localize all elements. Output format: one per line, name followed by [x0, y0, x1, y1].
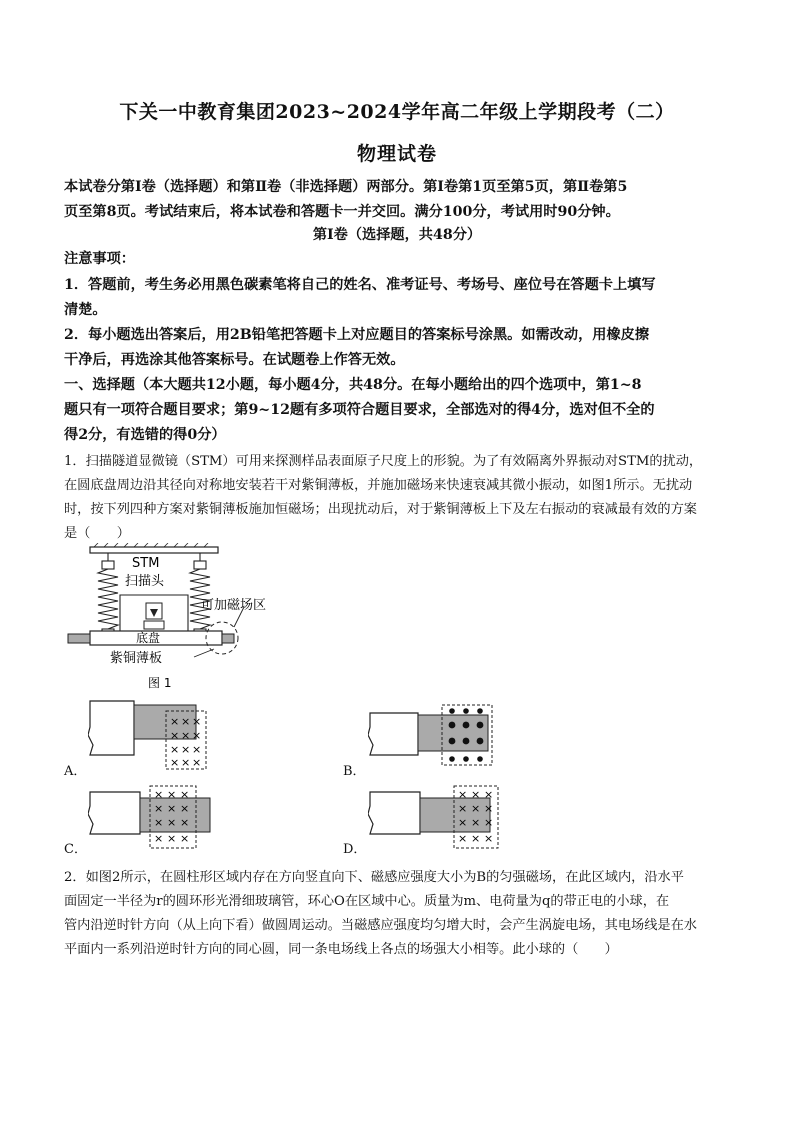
svg-text:×: ×: [181, 743, 191, 756]
base-block: [88, 792, 140, 834]
scan-head-label: 扫描头: [125, 574, 165, 589]
option-a-label[interactable]: A．: [64, 764, 87, 779]
section1-line1: 一、选择题（本大题共12小题，每小题4分，共48分。在每小题给出的四个选项中，第1~8: [64, 377, 642, 393]
q1-line3: 时，按下列四种方案对紫铜薄板施加恒磁场；出现扰动后，对于紫铜薄板上下及左右振动的衰减最有效的方案: [64, 502, 697, 517]
svg-text:×: ×: [484, 816, 494, 829]
svg-text:×: ×: [471, 832, 481, 845]
field-region-label: 可加磁场区: [201, 598, 267, 613]
intro-line-1: 本试卷分第Ⅰ卷（选择题）和第Ⅱ卷（非选择题）两部分。第Ⅰ卷第1页至第5页，第Ⅱ卷第5: [64, 179, 628, 195]
svg-text:×: ×: [471, 802, 481, 815]
section1-line2: 题只有一项符合题目要求；第9~12题有多项符合题目要求，全部选对的得4分，选对但不全的: [64, 402, 655, 418]
svg-text:×: ×: [170, 729, 180, 742]
svg-text:×: ×: [154, 816, 164, 829]
svg-text:×: ×: [484, 832, 494, 845]
notes-heading: 注意事项：: [64, 251, 135, 267]
notes-item1-line1: 1．答题前，考生务必用黑色碳素笔将自己的姓名、准考证号、考场号、座位号在答题卡上填写: [64, 277, 656, 293]
sample-block: [144, 621, 164, 629]
notes-item1-line2: 清楚。: [64, 302, 107, 318]
intro-line-2: 页至第8页。考试结束后，将本试卷和答题卡一并交回。满分100分，考试用时90分钟。: [64, 204, 620, 220]
svg-text:×: ×: [167, 832, 177, 845]
ceiling: [90, 547, 218, 553]
copper-plate: [418, 715, 488, 751]
option-b-label[interactable]: B．: [343, 764, 366, 779]
svg-text:×: ×: [471, 816, 481, 829]
svg-text:×: ×: [192, 756, 202, 769]
svg-text:×: ×: [181, 729, 191, 742]
svg-text:×: ×: [180, 802, 190, 815]
base-block: [368, 792, 420, 834]
left-spring: [98, 553, 118, 635]
svg-text:×: ×: [458, 788, 468, 801]
figure-1-caption: 图 1: [148, 676, 172, 690]
svg-text:×: ×: [170, 756, 180, 769]
notes-item2-line2: 干净后，再选涂其他答案标号。在试题卷上作答无效。: [64, 352, 405, 368]
svg-text:×: ×: [458, 802, 468, 815]
svg-text:×: ×: [167, 816, 177, 829]
svg-text:×: ×: [181, 715, 191, 728]
option-c-diagram: [88, 782, 218, 850]
q2-line2: 面固定一半径为r的圆环形光滑细玻璃管，环心O在区域中心。质量为m、电荷量为q的带正电的小球，在: [64, 894, 670, 909]
q1-line4: 是（ ）: [64, 526, 130, 541]
svg-text:×: ×: [484, 802, 494, 815]
part1-heading: 第Ⅰ卷（选择题，共48分）: [312, 227, 482, 243]
exam-title: 下关一中教育集团2023~2024学年高二年级上学期段考（二）: [119, 101, 675, 123]
base-block: [368, 713, 418, 755]
svg-text:×: ×: [180, 832, 190, 845]
svg-text:×: ×: [154, 832, 164, 845]
option-b-diagram: [368, 703, 508, 773]
option-a-diagram: [88, 697, 218, 773]
field-cross-marks: [170, 715, 201, 769]
copper-plate-right: [222, 634, 234, 643]
svg-text:×: ×: [458, 832, 468, 845]
plate-label: 紫铜薄板: [110, 651, 163, 666]
svg-text:×: ×: [471, 788, 481, 801]
svg-text:×: ×: [458, 816, 468, 829]
svg-text:×: ×: [192, 743, 202, 756]
q2-line1: 2．如图2所示，在圆柱形区域内存在方向竖直向下、磁感应强度大小为B的匀强磁场，在此区域内，沿水平: [64, 870, 684, 885]
base-block: [88, 701, 134, 755]
option-d-diagram: [368, 782, 508, 850]
figure-1-stm-diagram: [64, 543, 324, 693]
q2-line3: 管内沿逆时针方向（从上向下看）做圆周运动。当磁感应强度均匀增大时，会产生涡旋电场，其电场线是在水: [64, 918, 697, 933]
notes-item2-line1: 2．每小题选出答案后，用2B铅笔把答题卡上对应题目的答案标号涂黑。如需改动，用橡皮擦: [64, 327, 650, 343]
option-d-label[interactable]: D．: [343, 842, 367, 857]
field-cross-marks: [154, 788, 189, 845]
svg-text:×: ×: [170, 743, 180, 756]
svg-text:×: ×: [167, 788, 177, 801]
copper-plate-left: [68, 634, 90, 643]
section1-line3: 得2分，有选错的得0分）: [64, 427, 226, 443]
svg-text:×: ×: [154, 802, 164, 815]
exam-subtitle: 物理试卷: [356, 143, 437, 165]
base-label: 底盘: [136, 631, 161, 645]
svg-text:×: ×: [167, 802, 177, 815]
svg-text:×: ×: [170, 715, 180, 728]
svg-text:×: ×: [181, 756, 191, 769]
right-spring: [190, 553, 210, 635]
svg-text:×: ×: [154, 788, 164, 801]
stm-label: STM: [132, 556, 160, 571]
field-cross-marks: [458, 788, 493, 845]
svg-text:×: ×: [180, 816, 190, 829]
svg-text:×: ×: [192, 729, 202, 742]
plate-pointer: [194, 649, 214, 657]
svg-text:×: ×: [484, 788, 494, 801]
option-c-label[interactable]: C．: [64, 842, 87, 857]
q2-line4: 平面内一系列沿逆时针方向的同心圆，同一条电场线上各点的场强大小相等。此小球的（ ）: [64, 942, 618, 957]
svg-text:×: ×: [180, 788, 190, 801]
q1-line2: 在圆底盘周边沿其径向对称地安装若干对紫铜薄板，并施加磁场来快速衰减其微小振动，如图1所示。无扰动: [64, 478, 693, 493]
q1-line1: 1．扫描隧道显微镜（STM）可用来探测样品表面原子尺度上的形貌。为了有效隔离外界振动对STM的扰动，: [64, 454, 703, 469]
svg-text:×: ×: [192, 715, 202, 728]
